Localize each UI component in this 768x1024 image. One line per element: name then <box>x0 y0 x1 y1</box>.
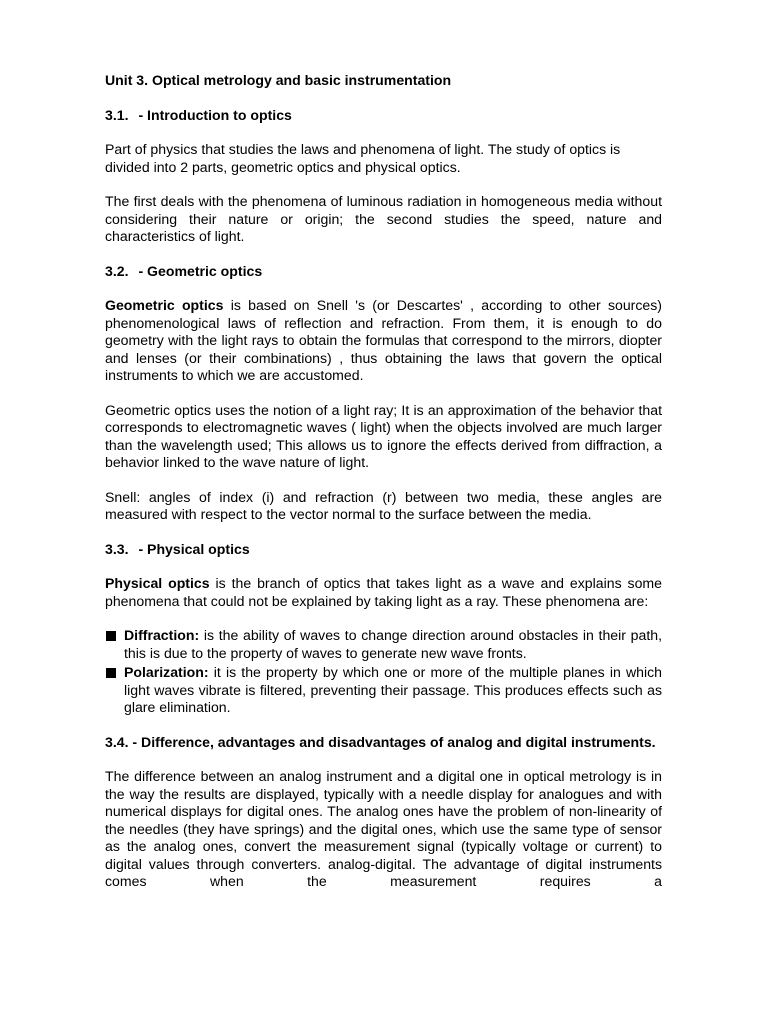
paragraph <box>105 575 662 610</box>
section-heading-3-3 <box>105 541 662 559</box>
paragraph: The first deals with the phenomena of luminous radiation in homogeneous media without considering their nature or origin; the second studies the speed, nature and characteristics of light. <box>105 193 662 244</box>
paragraph <box>105 297 662 385</box>
document-page <box>105 72 662 908</box>
section-number: 3.1. <box>105 106 129 123</box>
square-bullet-icon <box>106 668 116 678</box>
bold-term: Diffraction: <box>124 627 200 643</box>
section-heading-3-1 <box>105 107 662 125</box>
section-title: - Introduction to optics <box>138 106 292 123</box>
bold-term: Physical optics <box>105 575 210 591</box>
bold-term: Geometric optics <box>105 297 224 313</box>
paragraph-text: is based on Snell 's (or Descartes' , according to other sources) phenomenological laws of reflection and refraction. From them, it is enough to do geometry with the light rays to obtain the formulas that correspond to the mirrors, diopter and lenses (or their combinations) , thus obtaining the laws that govern the optical instruments to which we are accustomed. <box>105 297 663 383</box>
paragraph: Snell: angles of index (i) and refraction (r) between two media, these angles are measured with respect to the vector normal to the surface between the media. <box>105 488 662 522</box>
bullet-list <box>105 627 662 717</box>
bold-term: Polarization: <box>124 664 209 680</box>
paragraph: The difference between an analog instrument and a digital one in optical metrology is in the way the results are displayed, typically with a needle display for analogues and with numerical displays for digital ones. The analog ones have the problem of non-linearity of the needles (they have springs) and the digital ones, which use the same type of sensor as the analog ones, convert the measurement signal (typically voltage or current) to digital values through converters. analog-digital. The advantage of digital instruments comes when the measurement requires a <box>105 768 662 889</box>
section-title: - Geometric optics <box>138 262 263 279</box>
paragraph: Geometric optics uses the notion of a light ray; It is an approximation of the behavior that corresponds to electromagnetic waves ( light) when the objects involved are much larger than the wavelength used; This allows us to ignore the effects derived from diffraction, a behavior linked to the wave nature of light. <box>105 401 662 470</box>
section-number: 3.2. <box>105 262 129 279</box>
list-item-text: it is the property by which one or more of the multiple planes in which light waves vibrate is filtered, preventing their passage. This produces effects such as glare elimination. <box>124 664 662 715</box>
section-heading-3-4: 3.4. - Difference, advantages and disadvantages of analog and digital instruments. <box>105 733 656 750</box>
section-title: - Physical optics <box>138 540 250 557</box>
section-heading-3-2 <box>105 263 662 281</box>
paragraph: Part of physics that studies the laws and phenomena of light. The study of optics is divided into 2 parts, geometric optics and physical optics. <box>105 141 621 175</box>
list-item <box>105 627 662 662</box>
document-title: Unit 3. Optical metrology and basic instrumentation <box>105 72 452 88</box>
section-number: 3.3. <box>105 540 129 557</box>
list-item <box>105 664 662 717</box>
square-bullet-icon <box>106 631 116 641</box>
list-item-text: is the ability of waves to change direction around obstacles in their path, this is due to the property of waves to generate new wave fronts. <box>124 627 662 661</box>
paragraph-text: is the branch of optics that takes light as a wave and explains some phenomena that could not be explained by taking light as a ray. These phenomena are: <box>105 575 662 609</box>
